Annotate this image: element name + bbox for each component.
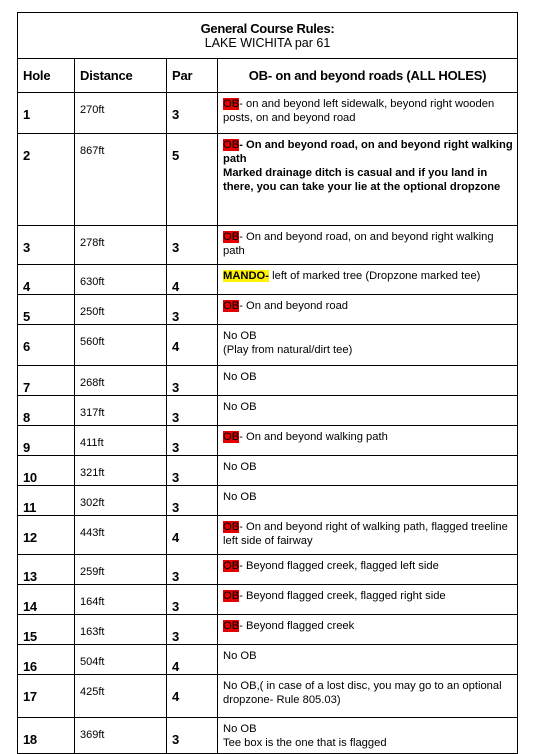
hole-number: 9	[18, 426, 75, 456]
rule-text: - On and beyond road, on and beyond right walking path	[223, 139, 513, 165]
rule-text: - On and beyond road	[239, 300, 349, 312]
ob-tag: OB	[223, 620, 240, 632]
hole-rule	[218, 516, 518, 555]
hole-number: 17	[18, 675, 75, 718]
hole-distance: 369ft	[75, 718, 167, 754]
hole-rule	[218, 226, 518, 265]
header-row	[18, 59, 518, 93]
hole-par: 3	[167, 718, 218, 754]
hole-rule	[218, 295, 518, 325]
hole-distance: 425ft	[75, 675, 167, 718]
course-rules-table	[17, 12, 518, 754]
rule-text: - Beyond flagged creek, flagged right side	[239, 590, 446, 602]
hole-par: 5	[167, 134, 218, 226]
hole-rule	[218, 93, 518, 134]
hole-par: 3	[167, 456, 218, 486]
table-row	[18, 295, 518, 325]
header-par: Par	[167, 59, 218, 93]
hole-number: 1	[18, 93, 75, 134]
hole-par: 4	[167, 675, 218, 718]
table-row	[18, 396, 518, 426]
table-row	[18, 645, 518, 675]
table-row	[18, 585, 518, 615]
hole-distance: 164ft	[75, 585, 167, 615]
table-row	[18, 93, 518, 134]
hole-par: 3	[167, 585, 218, 615]
table-row	[18, 486, 518, 516]
hole-number: 4	[18, 265, 75, 295]
rule-text: - On and beyond road, on and beyond right walking path	[223, 231, 494, 257]
rule-text: No OB	[223, 401, 257, 413]
rule-text: No OB	[223, 491, 257, 503]
hole-distance: 504ft	[75, 645, 167, 675]
hole-number: 5	[18, 295, 75, 325]
table-row	[18, 555, 518, 585]
hole-par: 3	[167, 93, 218, 134]
hole-distance: 278ft	[75, 226, 167, 265]
hole-distance: 163ft	[75, 615, 167, 645]
rule-text: No OB	[223, 650, 257, 662]
hole-rule	[218, 585, 518, 615]
hole-distance: 250ft	[75, 295, 167, 325]
rule-text: No OB	[223, 461, 257, 473]
hole-par: 3	[167, 366, 218, 396]
hole-distance: 411ft	[75, 426, 167, 456]
ob-tag: OB	[223, 98, 240, 110]
hole-rule	[218, 325, 518, 366]
hole-par: 4	[167, 325, 218, 366]
hole-rule	[218, 456, 518, 486]
hole-par: 3	[167, 426, 218, 456]
hole-distance: 268ft	[75, 366, 167, 396]
rule-text: - On and beyond right of walking path, flagged treeline left side of fairway	[223, 521, 508, 547]
hole-number: 7	[18, 366, 75, 396]
table-row	[18, 615, 518, 645]
hole-number: 14	[18, 585, 75, 615]
hole-rule	[218, 615, 518, 645]
hole-number: 6	[18, 325, 75, 366]
hole-par: 3	[167, 295, 218, 325]
hole-number: 15	[18, 615, 75, 645]
title-row	[18, 13, 518, 59]
hole-distance: 867ft	[75, 134, 167, 226]
page-title: General Course Rules:	[200, 21, 335, 36]
ob-tag: OB	[223, 560, 240, 572]
rule-text: No OB	[223, 723, 257, 735]
rule-text: - on and beyond left sidewalk, beyond right wooden posts, on and beyond road	[223, 98, 495, 124]
table-row	[18, 426, 518, 456]
hole-rule	[218, 134, 518, 226]
hole-distance: 560ft	[75, 325, 167, 366]
rule-text: No OB	[223, 330, 257, 342]
hole-distance: 270ft	[75, 93, 167, 134]
hole-distance: 443ft	[75, 516, 167, 555]
hole-distance: 302ft	[75, 486, 167, 516]
rule-note-text: Tee box is the one that is flagged	[223, 737, 387, 749]
course-subtitle: LAKE WICHITA par 61	[204, 36, 331, 50]
hole-rule	[218, 486, 518, 516]
ob-tag: OB	[223, 139, 240, 151]
title-cell	[18, 13, 518, 59]
hole-par: 3	[167, 615, 218, 645]
ob-tag: OB	[223, 521, 240, 533]
hole-number: 2	[18, 134, 75, 226]
table-row	[18, 675, 518, 718]
table-row	[18, 265, 518, 295]
table-row	[18, 456, 518, 486]
hole-rule	[218, 718, 518, 754]
hole-number: 13	[18, 555, 75, 585]
rule-note-text: (Play from natural/dirt tee)	[223, 344, 353, 356]
hole-rule	[218, 675, 518, 718]
header-hole: Hole	[18, 59, 75, 93]
table-row	[18, 366, 518, 396]
mando-tag: MANDO-	[223, 270, 269, 282]
rule-text: - Beyond flagged creek	[239, 620, 355, 632]
course-rules-sheet	[17, 12, 517, 754]
hole-distance: 259ft	[75, 555, 167, 585]
hole-rule	[218, 426, 518, 456]
hole-distance: 317ft	[75, 396, 167, 426]
table-row	[18, 718, 518, 754]
ob-tag: OB	[223, 431, 240, 443]
hole-rule	[218, 645, 518, 675]
rule-text: No OB	[223, 371, 257, 383]
hole-rule	[218, 555, 518, 585]
hole-number: 16	[18, 645, 75, 675]
table-row	[18, 134, 518, 226]
table-row	[18, 226, 518, 265]
rule-text: - On and beyond walking path	[239, 431, 388, 443]
hole-rule	[218, 265, 518, 295]
header-rules: OB- on and beyond roads (ALL HOLES)	[218, 59, 518, 93]
table-row	[18, 516, 518, 555]
hole-par: 4	[167, 516, 218, 555]
hole-number: 11	[18, 486, 75, 516]
hole-number: 3	[18, 226, 75, 265]
hole-par: 3	[167, 226, 218, 265]
table-row	[18, 325, 518, 366]
hole-par: 4	[167, 265, 218, 295]
rule-text: No OB,( in case of a lost disc, you may go to an optional dropzone- Rule 805.03)	[223, 680, 502, 706]
header-distance: Distance	[75, 59, 167, 93]
ob-tag: OB	[223, 231, 240, 243]
hole-rule	[218, 396, 518, 426]
hole-number: 10	[18, 456, 75, 486]
rule-text: - Beyond flagged creek, flagged left side	[239, 560, 439, 572]
rule-extra-text: Marked drainage ditch is casual and if you land in there, you can take your lie at the optional dropzone	[223, 167, 501, 193]
hole-par: 3	[167, 486, 218, 516]
hole-par: 3	[167, 396, 218, 426]
hole-par: 4	[167, 645, 218, 675]
ob-tag: OB	[223, 300, 240, 312]
hole-rule	[218, 366, 518, 396]
hole-number: 18	[18, 718, 75, 754]
ob-tag: OB	[223, 590, 240, 602]
rule-text: left of marked tree (Dropzone marked tee)	[269, 270, 481, 282]
hole-par: 3	[167, 555, 218, 585]
hole-number: 8	[18, 396, 75, 426]
hole-distance: 630ft	[75, 265, 167, 295]
hole-distance: 321ft	[75, 456, 167, 486]
hole-number: 12	[18, 516, 75, 555]
